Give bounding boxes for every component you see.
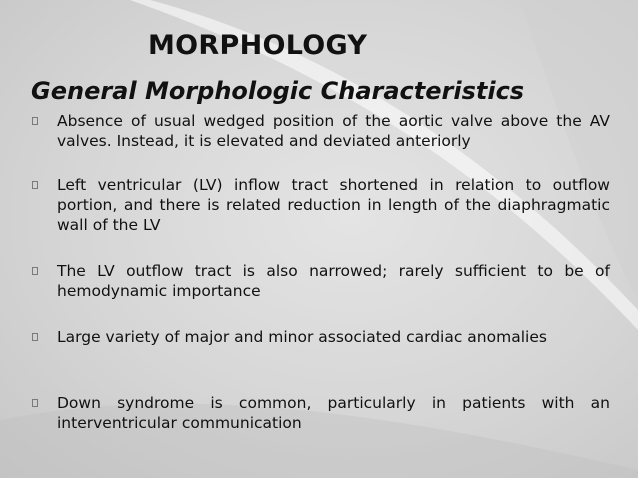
slide-subtitle: General Morphologic Characteristics: [31, 77, 525, 105]
bullet-marker-icon: [32, 267, 38, 275]
bullet-item: [32, 393, 610, 433]
bullet-text: Absence of usual wedged position of the aortic valve above the AV valves. Instead, it is elevated and deviated anteriorly: [57, 112, 610, 150]
bullet-item: [32, 111, 610, 151]
bullet-marker-icon: [32, 399, 38, 407]
bullet-text: Large variety of major and minor associated cardiac anomalies: [57, 328, 547, 346]
bullet-text: Down syndrome is common, particularly in patients with an interventricular communication: [57, 394, 610, 432]
bullet-item: [32, 175, 610, 235]
bullet-marker-icon: [32, 333, 38, 341]
bullet-item: [32, 261, 610, 301]
slide-title: MORPHOLOGY: [148, 30, 368, 61]
bullet-marker-icon: [32, 117, 38, 125]
bullet-text: Left ventricular (LV) inflow tract shortened in relation to outflow portion, and there is related reduction in length of the diaphragmatic wall of the LV: [57, 176, 610, 234]
bullet-item: [32, 327, 610, 347]
bullet-marker-icon: [32, 181, 38, 189]
bullet-text: The LV outflow tract is also narrowed; rarely sufficient to be of hemodynamic importance: [57, 262, 610, 300]
